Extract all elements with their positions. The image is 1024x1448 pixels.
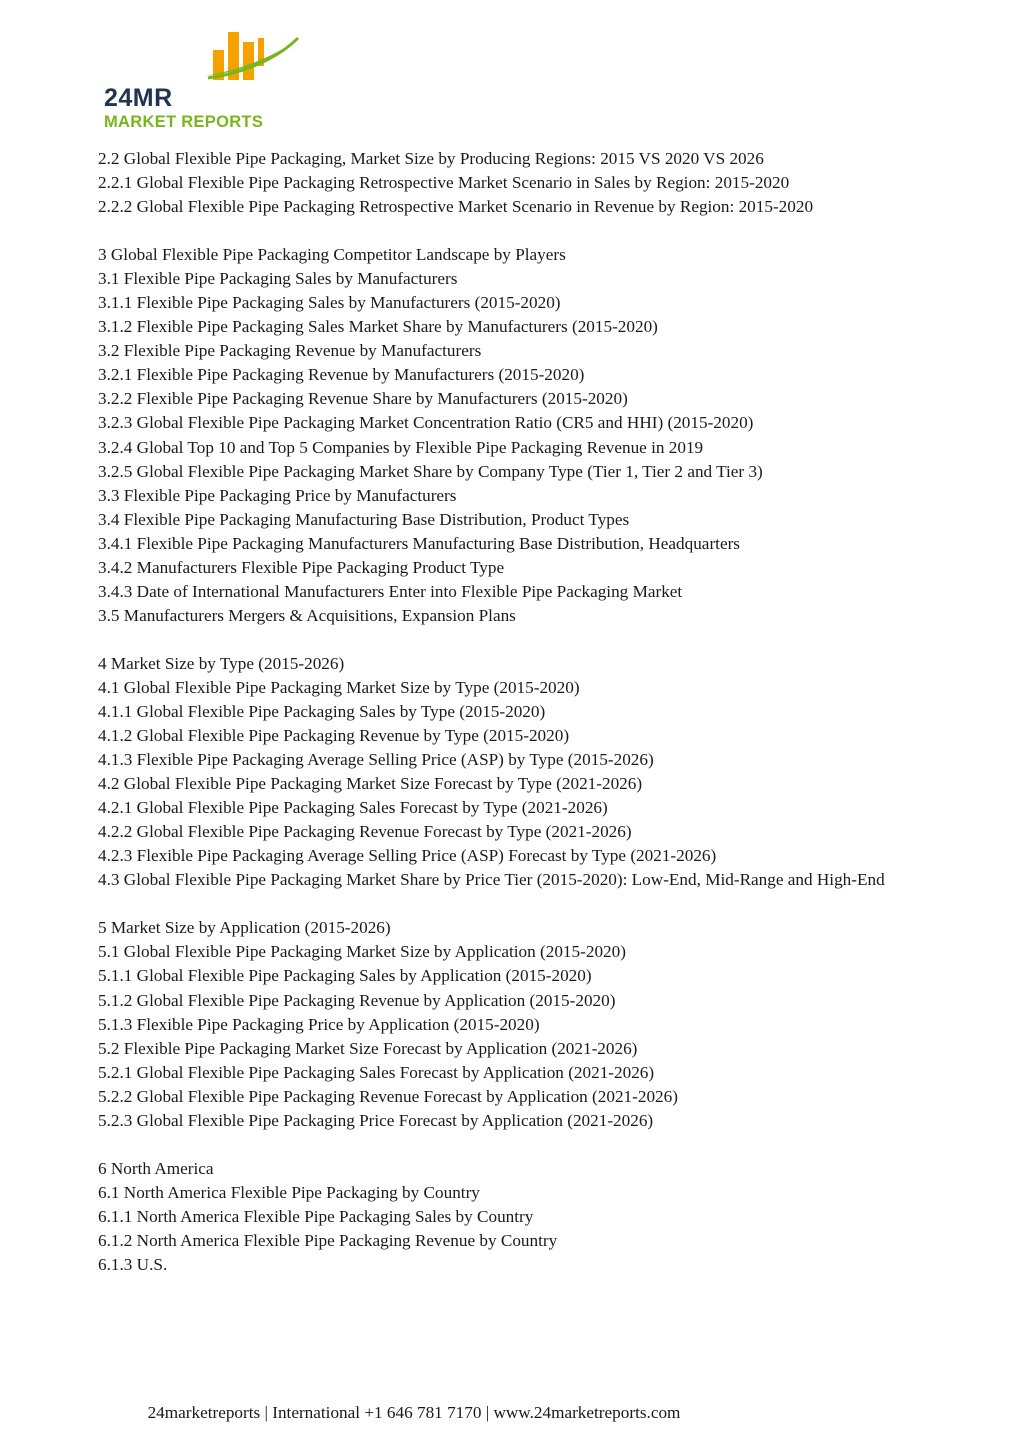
toc-item: 4.2.1 Global Flexible Pipe Packaging Sales Forecast by Type (2021-2026) (98, 798, 608, 818)
toc-section (98, 147, 928, 219)
toc-item: 5.1.3 Flexible Pipe Packaging Price by Application (2015-2020) (98, 1014, 540, 1034)
toc-item: 3.4.3 Date of International Manufacturers Enter into Flexible Pipe Packaging Market (98, 581, 683, 601)
toc-item: 3.1.2 Flexible Pipe Packaging Sales Market Share by Manufacturers (2015-2020) (98, 317, 658, 337)
toc-item: 3.2 Flexible Pipe Packaging Revenue by Manufacturers (98, 341, 482, 361)
toc-item: 2.2.1 Global Flexible Pipe Packaging Retrospective Market Scenario in Sales by Region: 2015-2020 (98, 173, 790, 193)
toc-item: 3.2.1 Flexible Pipe Packaging Revenue by Manufacturers (2015-2020) (98, 365, 585, 385)
logo-tagline: MARKET REPORTS (104, 113, 264, 131)
toc-item: 3.4.2 Manufacturers Flexible Pipe Packaging Product Type (98, 557, 505, 577)
brand-logo (100, 28, 305, 131)
toc-item: 5.2 Flexible Pipe Packaging Market Size Forecast by Application (2021-2026) (98, 1038, 638, 1058)
toc-item: 3.3 Flexible Pipe Packaging Price by Manufacturers (98, 485, 457, 505)
toc-item: 3.5 Manufacturers Mergers & Acquisitions, Expansion Plans (98, 605, 516, 625)
toc-item: 3.2.2 Flexible Pipe Packaging Revenue Share by Manufacturers (2015-2020) (98, 389, 628, 409)
toc-item: 4.2.3 Flexible Pipe Packaging Average Selling Price (ASP) Forecast by Type (2021-2026) (98, 846, 717, 866)
toc-item: 3.2.5 Global Flexible Pipe Packaging Market Share by Company Type (Tier 1, Tier 2 and Tier 3) (98, 461, 763, 481)
toc-section (98, 916, 928, 1132)
toc-section (98, 1157, 928, 1277)
toc-item: 4.1.2 Global Flexible Pipe Packaging Revenue by Type (2015-2020) (98, 726, 570, 746)
toc-item: 5.1 Global Flexible Pipe Packaging Market Size by Application (2015-2020) (98, 942, 626, 962)
toc-item: 3.1 Flexible Pipe Packaging Sales by Manufacturers (98, 269, 458, 289)
toc-item: 5.2.2 Global Flexible Pipe Packaging Revenue Forecast by Application (2021-2026) (98, 1086, 678, 1106)
toc-item: 2.2.2 Global Flexible Pipe Packaging Retrospective Market Scenario in Revenue by Region: 2015-2020 (98, 197, 814, 217)
toc-item: 5.2.3 Global Flexible Pipe Packaging Price Forecast by Application (2021-2026) (98, 1110, 654, 1130)
logo-wordmark: 24MR (104, 84, 173, 112)
toc-section (98, 652, 928, 892)
toc-item: 4.1.3 Flexible Pipe Packaging Average Selling Price (ASP) by Type (2015-2026) (98, 750, 654, 770)
toc-item: 3.4.1 Flexible Pipe Packaging Manufacturers Manufacturing Base Distribution, Headquarters (98, 533, 740, 553)
toc-item: 3.1.1 Flexible Pipe Packaging Sales by Manufacturers (2015-2020) (98, 293, 561, 313)
page-footer: 24marketreports | International +1 646 781 7170 | www.24marketreports.com (147, 1403, 681, 1422)
toc-item: 4.1.1 Global Flexible Pipe Packaging Sales by Type (2015-2020) (98, 701, 546, 721)
toc-section (98, 243, 928, 628)
toc-item: 6 North America (98, 1158, 214, 1178)
logo-mark-icon (100, 28, 305, 88)
toc-item: 3.2.4 Global Top 10 and Top 5 Companies by Flexible Pipe Packaging Revenue in 2019 (98, 437, 704, 457)
toc-item: 3 Global Flexible Pipe Packaging Competitor Landscape by Players (98, 245, 566, 265)
logo-bar-3 (243, 42, 254, 80)
toc-item: 3.2.3 Global Flexible Pipe Packaging Market Concentration Ratio (CR5 and HHI) (2015-2020) (98, 413, 754, 433)
toc-item: 3.4 Flexible Pipe Packaging Manufacturing Base Distribution, Product Types (98, 509, 630, 529)
toc-item: 5.1.1 Global Flexible Pipe Packaging Sales by Application (2015-2020) (98, 966, 592, 986)
toc-item: 6.1.1 North America Flexible Pipe Packaging Sales by Country (98, 1206, 534, 1226)
toc-item: 5 Market Size by Application (2015-2026) (98, 918, 391, 938)
toc-item: 4 Market Size by Type (2015-2026) (98, 653, 345, 673)
toc-item: 4.3 Global Flexible Pipe Packaging Market Share by Price Tier (2015-2020): Low-End, Mid-Range and High-End (98, 870, 885, 890)
toc-item: 6.1 North America Flexible Pipe Packaging by Country (98, 1182, 480, 1202)
toc-item: 5.2.1 Global Flexible Pipe Packaging Sales Forecast by Application (2021-2026) (98, 1062, 655, 1082)
toc-item: 4.2 Global Flexible Pipe Packaging Market Size Forecast by Type (2021-2026) (98, 774, 643, 794)
toc-item: 5.1.2 Global Flexible Pipe Packaging Revenue by Application (2015-2020) (98, 990, 616, 1010)
table-of-contents (98, 147, 928, 1301)
toc-item: 4.2.2 Global Flexible Pipe Packaging Revenue Forecast by Type (2021-2026) (98, 822, 632, 842)
toc-item: 6.1.2 North America Flexible Pipe Packaging Revenue by Country (98, 1230, 558, 1250)
toc-item: 2.2 Global Flexible Pipe Packaging, Market Size by Producing Regions: 2015 VS 2020 VS 2026 (98, 149, 764, 168)
toc-item: 6.1.3 U.S. (98, 1254, 168, 1274)
toc-item: 4.1 Global Flexible Pipe Packaging Market Size by Type (2015-2020) (98, 677, 580, 697)
